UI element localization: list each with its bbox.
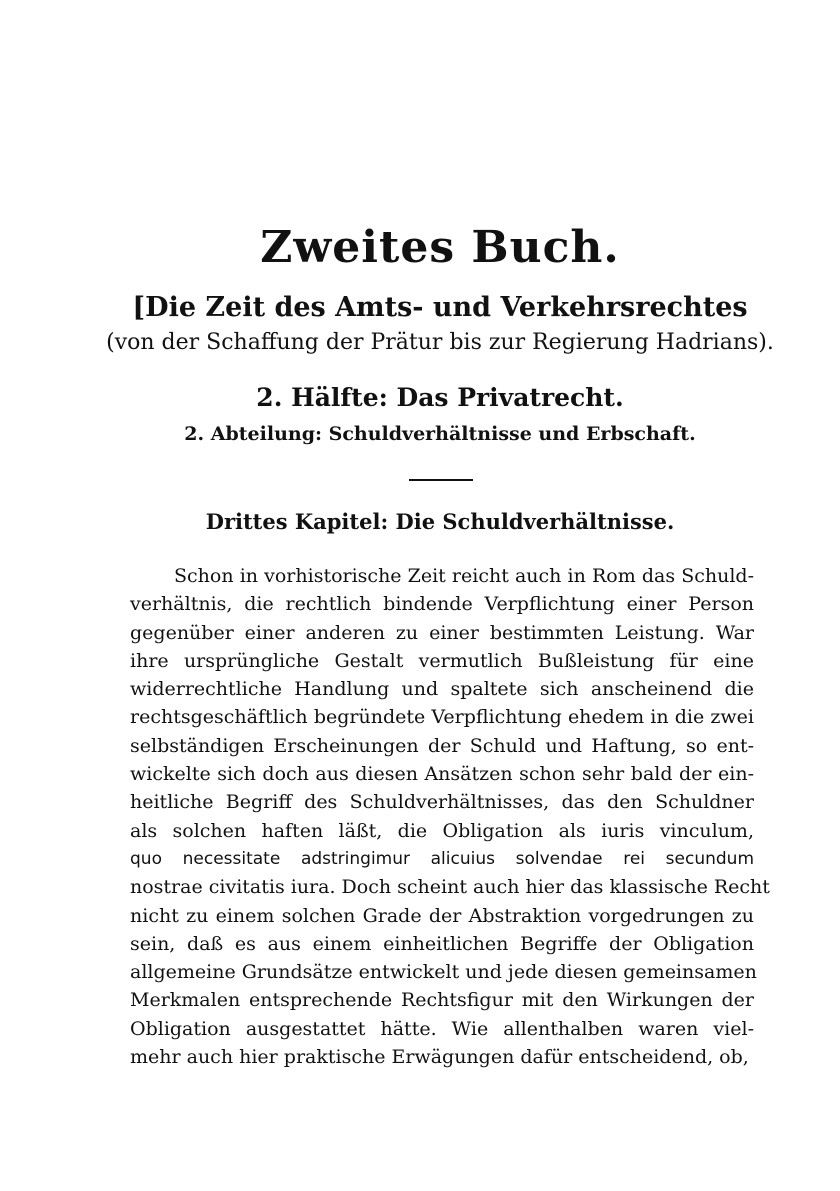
body-paragraph: [130, 562, 770, 1071]
body-line: rechtsgeschäftlich begründete Verpflichtung ehedem in die zwei: [130, 706, 754, 729]
part-subtitle: [Die Zeit des Amts- und Verkehrsrechtes: [132, 292, 748, 323]
body-line: Schon in vorhistorische Zeit reicht auch in Rom das Schuld-: [174, 565, 754, 587]
body-line: widerrechtliche Handlung und spaltete sich anscheinend die: [130, 678, 754, 701]
section-divider: [409, 479, 473, 481]
chapter-heading: Drittes Kapitel: Die Schuldverhältnisse.: [205, 509, 675, 534]
division-heading: 2. Abteilung: Schuldverhältnisse und Erbschaft.: [184, 423, 696, 445]
body-line: verhältnis, die rechtlich bindende Verpflichtung einer Person: [130, 593, 754, 616]
body-line: heitliche Begriff des Schuldverhältnisses, das den Schuldner: [130, 791, 754, 814]
body-line: nostrae civitatis iura. Doch scheint auch hier das klassische Recht: [130, 876, 770, 899]
body-line: mehr auch hier praktische Erwägungen dafür entscheidend, ob,: [130, 1046, 749, 1069]
body-line: als solchen haften läßt, die Obligation als iuris vinculum,: [130, 819, 754, 842]
body-line: nicht zu einem solchen Grade der Abstraktion vorgedrungen zu: [130, 904, 754, 927]
body-line: Merkmalen entsprechende Rechtsfigur mit den Wirkungen der: [130, 989, 754, 1012]
book-title: Zweites Buch.: [260, 222, 620, 273]
part-subtitle-parenthetical: (von der Schaffung der Prätur bis zur Regierung Hadrians).: [106, 330, 774, 355]
body-line: selbständigen Erscheinungen der Schuld und Haftung, so ent-: [130, 734, 754, 757]
body-line: allgemeine Grundsätze entwickelt und jede diesen gemeinsamen: [130, 961, 757, 984]
body-line: sein, daß es aus einem einheitlichen Begriffe der Obligation: [130, 932, 754, 955]
body-line: Obligation ausgestattet hätte. Wie allenthalben waren viel-: [130, 1017, 754, 1040]
body-line: wickelte sich doch aus diesen Ansätzen schon sehr bald der ein-: [130, 763, 754, 786]
body-line: ihre ursprüngliche Gestalt vermutlich Bußleistung für eine: [130, 649, 754, 672]
body-line-latin: quo necessitate adstringimur alicuius solvendae rei secundum: [130, 848, 754, 869]
body-line: gegenüber einer anderen zu einer bestimmten Leistung. War: [130, 621, 754, 644]
half-heading: 2. Hälfte: Das Privatrecht.: [256, 383, 624, 412]
